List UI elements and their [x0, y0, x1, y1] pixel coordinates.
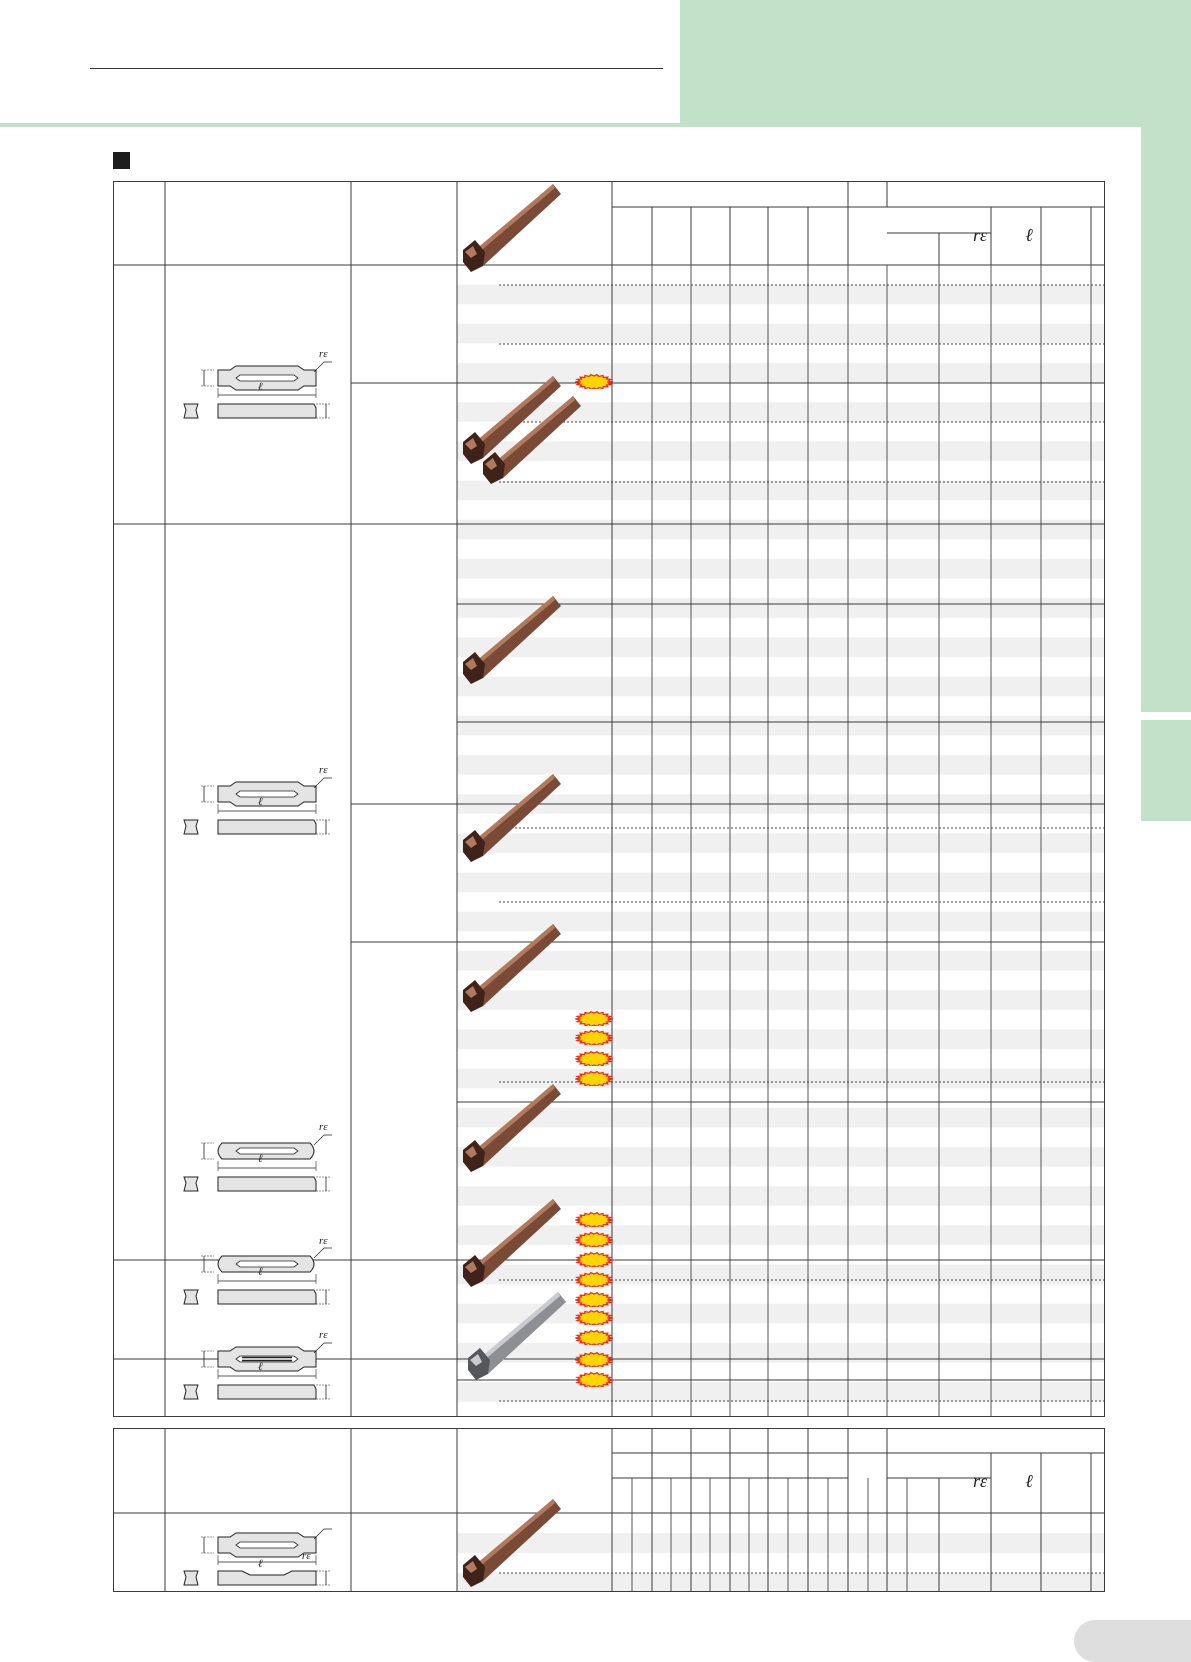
row-shade [457, 441, 1105, 461]
drawing-label: rε [319, 1121, 328, 1133]
row-shade [457, 520, 1105, 540]
drawing-stroke [314, 1343, 332, 1353]
badge-shape [576, 1253, 612, 1267]
header-rule [90, 68, 663, 69]
drawing-stroke [314, 1248, 332, 1258]
new-item-badge-icon [575, 1212, 613, 1227]
row-shade [457, 1147, 1105, 1167]
page-number-pill [1074, 1620, 1191, 1662]
drawing-stroke [184, 1290, 198, 1304]
drawing-stroke [314, 778, 332, 788]
new-item-badge-icon [575, 1372, 613, 1387]
drawing-stroke [314, 362, 332, 372]
new-item-badge-icon [575, 1051, 613, 1066]
badge-shape [576, 1311, 612, 1325]
badge-shape [576, 1273, 612, 1287]
drawing-stroke [218, 404, 316, 418]
drawing-stroke [218, 1177, 316, 1191]
insert-table-second-grid [114, 1429, 1105, 1592]
row-shade [457, 324, 1105, 344]
new-item-badge-icon [575, 1310, 613, 1325]
drawing-label: ℓ [258, 796, 263, 808]
drawing-stroke [236, 1542, 298, 1548]
badge-shape [576, 1072, 612, 1086]
badge-shape [576, 1012, 612, 1026]
insert-table-main [113, 181, 1105, 1417]
side-tab-lower[interactable] [1141, 720, 1191, 821]
row-shade [457, 1533, 1105, 1553]
row-shade [457, 1343, 1105, 1363]
header-corner-radius-label: rε [972, 225, 988, 245]
drawing-stroke [236, 791, 298, 797]
badge-shape [576, 1031, 612, 1045]
photo-shape [475, 184, 555, 254]
drawing-label: ℓ [258, 1361, 263, 1373]
new-item-badge-icon [575, 1292, 613, 1307]
row-shade [457, 677, 1105, 697]
insert-photo-icon [463, 184, 561, 272]
drawing-label: rε [302, 1550, 311, 1562]
row-shade [457, 716, 1105, 736]
header-corner-radius-label: rε [972, 1471, 988, 1491]
badge-shape [576, 1233, 612, 1247]
badge-shape [576, 1213, 612, 1227]
drawing-label: ℓ [258, 381, 263, 393]
row-shade [457, 873, 1105, 893]
row-shade [457, 1382, 1105, 1402]
drawing-stroke [236, 1261, 298, 1267]
row-shade [457, 481, 1105, 501]
drawing-label: ℓ [258, 1153, 263, 1165]
drawing-label: rε [319, 348, 328, 360]
new-item-badge-icon [575, 1030, 613, 1045]
band-line [0, 123, 1191, 127]
side-tab-upper[interactable] [1141, 127, 1191, 712]
drawing-stroke [218, 1571, 316, 1585]
drawing-stroke [236, 375, 298, 381]
row-shade [457, 559, 1105, 579]
badge-shape [576, 1331, 612, 1345]
drawing-stroke [184, 1385, 198, 1399]
badge-shape [576, 375, 612, 389]
corner-band [680, 0, 1191, 126]
drawing-label: rε [319, 1329, 328, 1341]
header-length-label: ℓ [1025, 1471, 1033, 1491]
row-shade [457, 1029, 1105, 1049]
drawing-stroke [184, 1177, 198, 1191]
new-item-badge-icon [575, 1252, 613, 1267]
drawing-stroke [218, 1385, 316, 1399]
new-item-badge-icon [575, 1272, 613, 1287]
drawing-label: ℓ [258, 1558, 263, 1570]
drawing-stroke [314, 1135, 332, 1145]
row-shade [457, 1265, 1105, 1285]
row-shade [457, 1573, 1105, 1592]
new-item-badge-icon [575, 1232, 613, 1247]
drawing-stroke [184, 820, 198, 834]
new-item-badge-icon [575, 374, 613, 389]
badge-shape [576, 1293, 612, 1307]
insert-table-second [113, 1428, 1105, 1592]
header-length-label: ℓ [1025, 225, 1033, 245]
drawing-stroke [184, 404, 198, 418]
row-shade [457, 833, 1105, 853]
new-item-badge-icon [575, 1330, 613, 1345]
new-item-badge-icon [575, 1011, 613, 1026]
badge-shape [576, 1373, 612, 1387]
row-shade [457, 1069, 1105, 1089]
row-shade [457, 637, 1105, 657]
drawing-stroke [218, 1290, 316, 1304]
photo-shape [473, 184, 561, 266]
row-shade [457, 755, 1105, 775]
drawing-label: rε [319, 1235, 328, 1247]
row-shade [457, 1225, 1105, 1245]
new-item-badge-icon [575, 1071, 613, 1086]
drawing-label: rε [319, 764, 328, 776]
row-shade [457, 990, 1105, 1010]
section-bullet-icon [113, 152, 130, 169]
row-shade [457, 951, 1105, 971]
badge-shape [576, 1353, 612, 1367]
row-shade [457, 285, 1105, 305]
drawing-label: ℓ [258, 1266, 263, 1278]
drawing-stroke [236, 1148, 298, 1154]
drawing-stroke [314, 1529, 332, 1539]
drawing-stroke [218, 820, 316, 834]
new-item-badge-icon [575, 1352, 613, 1367]
row-shade [457, 1108, 1105, 1128]
badge-shape [576, 1052, 612, 1066]
drawing-stroke [184, 1571, 198, 1585]
